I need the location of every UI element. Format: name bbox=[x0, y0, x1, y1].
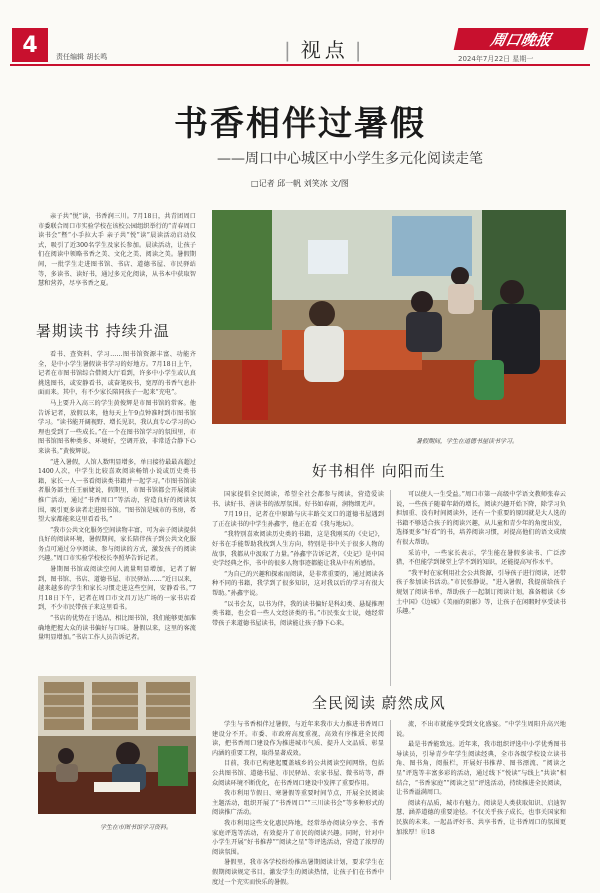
article-byline: □记者 邱一帆 刘笑冰 文/图 bbox=[251, 179, 349, 188]
section3-body-right bbox=[396, 720, 566, 880]
header-rule bbox=[10, 64, 590, 66]
main-photo-caption: 暑假期间，学生在道德书屋读书学习。 bbox=[416, 438, 519, 445]
article-headline: 书香相伴过暑假 bbox=[174, 104, 426, 144]
section2-paragraph: “为自己的兴趣和探索而阅读，是非常重要的，通过阅读各种不同的书籍，我学到了很多知识，这对我以后的学习有很大帮助。”孙鑫宇说。 bbox=[212, 570, 384, 597]
section2-paragraph: 7月19日，记者在中原路与庆丰路交叉口的道德书屋遇到了正在读书的中学生孙鑫宇，他正在看《我与地坛》。 bbox=[212, 511, 384, 528]
editor-credit: 责任编辑 胡长鸣 bbox=[56, 53, 108, 61]
section3-paragraph: 学生与书香相伴过暑假，与近年来我市大力推进书香周口建设分不开。市委、市政府高度重视，高效有序推进全民阅读，把书香周口建设作为推进城市气质、提升人文品质、彰显内涵的重要工程，取得显著成效。 bbox=[212, 721, 384, 757]
section3-paragraph: 暑假里，我市各学校纷纷推出暑期阅读计划，要求学生在假期阅读规定书目，激发学生的阅读热情，让孩子们在书香中度过一个充实而快乐的暑假。 bbox=[212, 859, 384, 886]
main-photo bbox=[212, 210, 566, 424]
section2-body-right bbox=[396, 490, 566, 686]
section3-right-paragraph: 最是书香能致远。近年来，我市组织评选中小学优秀图书导读员，引导青少年学生阅读经典，全市各级学校设立读书角、图书角，阅报栏，开展好书推荐、图书漂流、“阅读之星”评选等丰富多彩的活动，通过线下“悦读”与线上“共读”相结合，“书香家庭”“阅读之星”评选活动，持续推进全民阅读，让书香溢满周口。 bbox=[396, 741, 566, 797]
section3-paragraph: 我市利用这些文化惠民阵地，经常举办阅读分享会、书香家庭评选等活动，有效提升了市民的阅读兴趣。同时，针对中小学生开展“好书推荐”“阅读之星”等评选活动，营造了浓厚的阅读氛围。 bbox=[212, 819, 384, 856]
library-photo bbox=[38, 676, 196, 814]
section2-paragraph: “我特别喜欢阅读历史类的书籍，这是我刚买的《史记》，好书在手能帮助我找到人生方向，特别是书中关于很多人物的故事，我都从中汲取了力量。”孙鑫宇告诉记者，《史记》是中国史学经典之作，书中的很多人物事迹都能让我从中有所感悟。 bbox=[212, 531, 384, 568]
section2-right-paragraph: 采访中，一些家长表示，学生能在暑假多读书、广泛涉猎，不但能学到课堂上学不到的知识，还能提高写作水平。 bbox=[396, 549, 566, 567]
section-title: | 视点 | bbox=[284, 38, 366, 62]
library-photo-caption: 学生在市图书馆学习资料。 bbox=[100, 824, 173, 831]
section3-paragraph: 目前，我市已构建起覆盖城乡的公共阅读空间网络，包括公共图书馆、道德书屋、市民驿站、农家书屋、微书坊等，群众阅读环境不断优化，在书香周口建设中发挥了重要作用。 bbox=[212, 760, 384, 787]
section3-paragraph: 我市利用节假日、寒暑假等重要时间节点，开展全民阅读主题活动，组织开展了“书香周口”“三川读书会”等多种形式的阅读推广活动。 bbox=[212, 790, 384, 817]
page-header bbox=[0, 0, 600, 70]
section3-heading: 全民阅读 蔚然成风 bbox=[312, 694, 446, 712]
section2-heading: 好书相伴 向阳而生 bbox=[312, 462, 446, 480]
column-divider bbox=[390, 490, 391, 686]
intro-paragraph bbox=[38, 212, 196, 304]
section1-paragraph: “书店的优势在于选品，相比图书馆，我们能够更加准确地把握大众的读书偏好与口味。暑假以来，这里的客流量明显增加。”书店工作人员告诉记者。 bbox=[38, 615, 196, 642]
section1-paragraph: “进入暑假，人馆人数明显增多，单日接待最最高超过1400人次，中学生比较喜欢阅读畅销小说或历史类书籍，家长一人一书看阅读类书籍并一起学习。”市图书馆读者服务部主任王丽婕说，假期里，市图书馆都会开展阅读推广活动，通过“书香周口”等活动，营造良好的阅读氛围，吸引更多读者走进图书馆。“图书馆是城市的书房，希望大家都能来这里看看书。” bbox=[38, 458, 196, 524]
section1-paragraph: 马上要升入高三的学生黄俊辉是市图书馆的常客。他告诉记者，放假以来，他每天上午9点钟准时到市图书馆学习。“读书能开阔视野、增长见识，我认真专心学习的心理也受到了一些成长。”在一个在图书馆学习的氛围里，市图书馆图书种类多、环境好，空调开放，非常适合静下心来读书。”黄俊辉说。 bbox=[38, 399, 196, 455]
main-photo-illustration bbox=[212, 210, 566, 424]
section2-right-paragraph: “我平时在家利用社会公共资源，引导孩子进行阅读，还带孩子参加读书活动。”市民张静说，“进入暑假，我提前给孩子规划了阅读书单，帮助孩子一起制订阅读计划，准备精读《乡土中国》《边城》《美丽的阴影》等，让孩子在闲暇时享受读书乐趣。” bbox=[396, 569, 566, 616]
page-number: 4 bbox=[12, 28, 48, 62]
section2-paragraph: 国家提倡全民阅读，希望全社会都参与阅读，营造爱读书、读好书、善读书的浓厚氛围。好书如春雨，润物细无声。 bbox=[212, 491, 384, 508]
section2-right-paragraph: 可以使人一生受益。”周口市第一高级中学语文教师张春云说，一些孩子随着年龄的增长，阅读兴趣开始下降，除学习负担加重、没有时间阅读外，还有一个重要的原因就是大人选的书籍不够适合孩子的阅读兴趣，从儿童和青少年的角度出发，选择更多“好看”的书，培养阅读习惯，对提高他们的语文成绩有很大帮助。 bbox=[396, 491, 566, 546]
section2-body bbox=[212, 490, 384, 686]
section2-paragraph: “以书会友，以书为伴，我的读书偏好是科幻类、悬疑推理类书籍，也会看一些人文经济类的书。”市民张女士说，她经常带孩子来道德书屋读书，阅读能让孩子静下心来。 bbox=[212, 600, 384, 627]
section1-paragraph: 看书、查资料、学习……图书馆资源丰富、功能齐全，是中小学生暑假读书学习的好地方。7月18日上午，记者在市图书馆综合借阅大厅看到，许多中小学生或认真挑选图书，或安静看书，或奋笔疾书，宽厚的书香气息扑面而来。其中，有不少家长陪同孩子一起来“充电”。 bbox=[38, 351, 196, 397]
section3-right-paragraph: 流，不出市就能享受到文化盛宴。“中学生周阳升高兴地说。 bbox=[396, 721, 566, 738]
section1-paragraph: “我市公共文化服务空间读物丰富，可为亲子阅读提供良好的阅读环境，暑假期间，家长陪伴孩子到公共文化服务点可通过分享阅读、参与阅读的方式，激发孩子的阅读兴趣。”周口市实验学校校长李照华告诉记者。 bbox=[38, 526, 196, 563]
newspaper-logo: 周口晚报 bbox=[454, 28, 589, 50]
section1-paragraph: 暑期图书馆或阅读空间人流量明显增加，记者了解到，图书馆、书店、道德书屋、市民驿站……“近日以来，越来越多的学生和家长习惯走进这些空间，安静看书。”7月18日下午，记者在周口市文昌万达广场的一家书店看到，不少市民带孩子来这里看书。 bbox=[38, 566, 196, 612]
section1-body bbox=[38, 350, 196, 668]
library-photo-illustration bbox=[38, 676, 196, 814]
intro-text: 亲子共“悦”读，书香润三川。7月18日，共青团周口市委联合周口市实验学校在该校公园组织举行的“青春周口读书会”暨“小手拉大手 亲子共“悦”读”晨读活动启动仪式，吸引了近300名学生及家长参加。晨读活动，让孩子们在阅读中领略书香之美、文化之美、阅读之美。暑假期间，一批学生走进图书馆、书店、道德书屋、市民驿站等，多读书、读好书，通过多元化阅读，从书本中获取智慧和营养，尽享书香之夏。 bbox=[38, 213, 196, 288]
issue-date: 2024年7月22日 星期一 bbox=[458, 55, 534, 63]
section3-body bbox=[212, 720, 384, 886]
section3-right-paragraph: 阅读有品质，城市有魅力。阅读是人类获取知识、启迪智慧、涵养道德的重要途径。不仅关乎孩子成长，也事关国家和民族的未来。一起品评好书、共享书香，让书香周口的氛围更加浓厚！⑪18 bbox=[396, 799, 566, 836]
section1-heading: 暑期读书 持续升温 bbox=[36, 322, 170, 340]
article-subheadline: ——周口中心城区中小学生多元化阅读走笔 bbox=[217, 151, 483, 167]
column-divider bbox=[390, 720, 391, 880]
section-name: 视点 bbox=[300, 38, 349, 62]
